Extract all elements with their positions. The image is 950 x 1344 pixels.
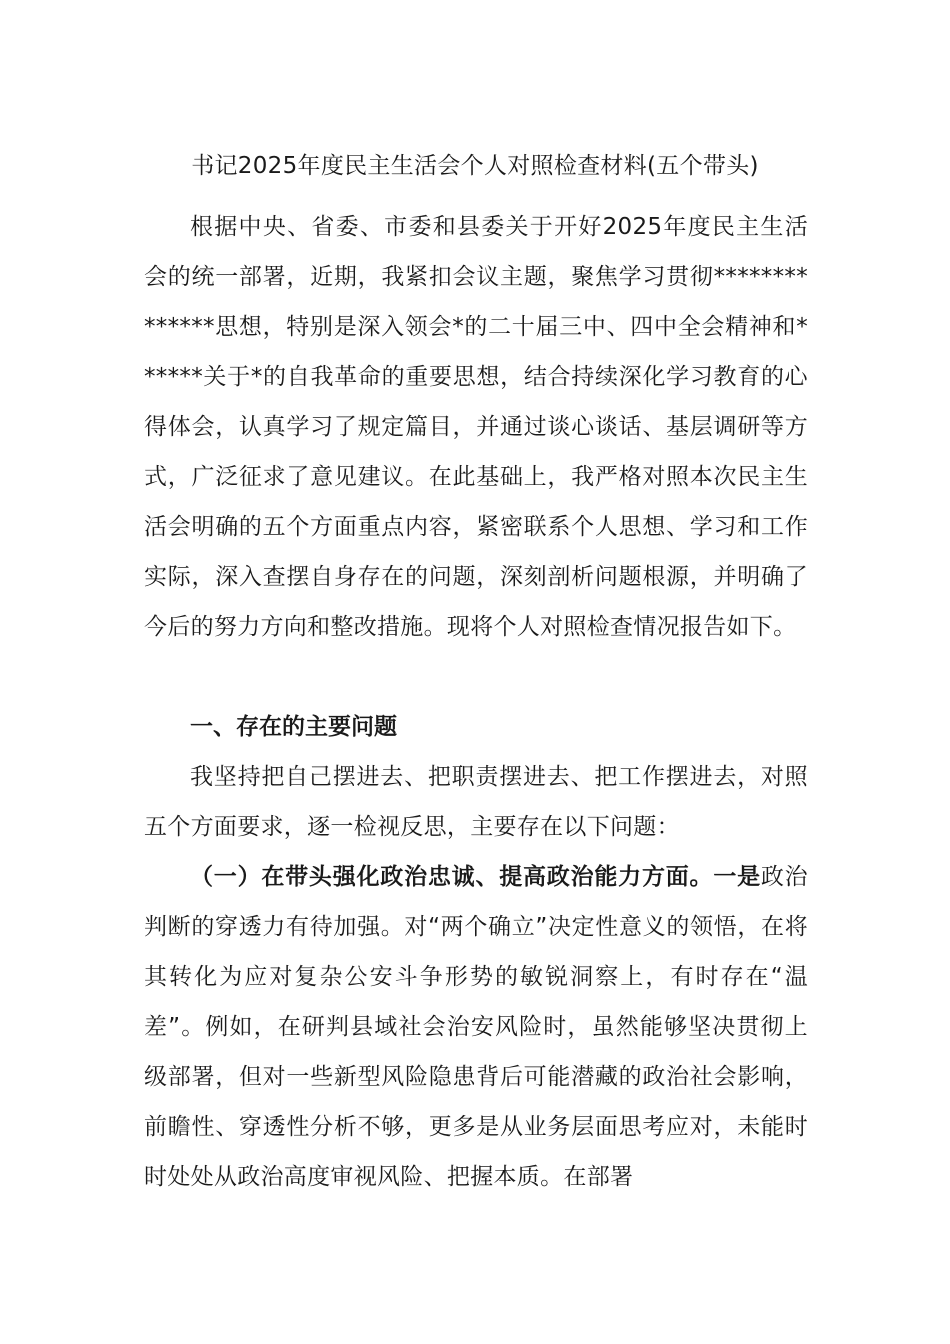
item-1-text: 政治判断的穿透力有待加强。对“两个确立”决定性意义的领悟，在将其转化为应对复杂公安斗争形势的敏锐洞察上，有时存在“温差”。例如，在研判县域社会治安风险时，虽然能够坚决贯彻上级部署，但对一些新型风险隐患背后可能潜藏的政治社会影响，前瞻性、穿透性分析不够，更多是从业务层面思考应对，未能时时处处从政治高度审视风险、把握本质。在部署 [144, 864, 808, 1190]
intro-paragraph: 根据中央、省委、市委和县委关于开好2025年度民主生活会的统一部署，近期，我紧扣会议主题，聚焦学习贯彻**************思想，特别是深入领会*的二十届三中、四中全会精神和******关于*的自我革命的重要思想，结合持续深化学习教育的心得体会，认真学习了规定篇目，并通过谈心谈话、基层调研等方式，广泛征求了意见建议。在此基础上，我严格对照本次民主生活会明确的五个方面重点内容，紧密联系个人思想、学习和工作实际，深入查摆自身存在的问题，深刻剖析问题根源，并明确了今后的努力方向和整改措施。现将个人对照检查情况报告如下。 [144, 214, 808, 640]
section-intro-paragraph: 我坚持把自己摆进去、把职责摆进去、把工作摆进去，对照五个方面要求，逐一检视反思，主要存在以下问题： [144, 764, 808, 840]
item-1-paragraph [144, 852, 808, 1202]
item-1-lead: 一是 [713, 864, 761, 890]
document-title: 书记2025年度民主生活会个人对照检查材料(五个带头) [191, 153, 759, 179]
item-1-heading: （一）在带头强化政治忠诚、提高政治能力方面。 [190, 864, 714, 890]
section-heading-problems: 一、存在的主要问题 [190, 714, 397, 740]
